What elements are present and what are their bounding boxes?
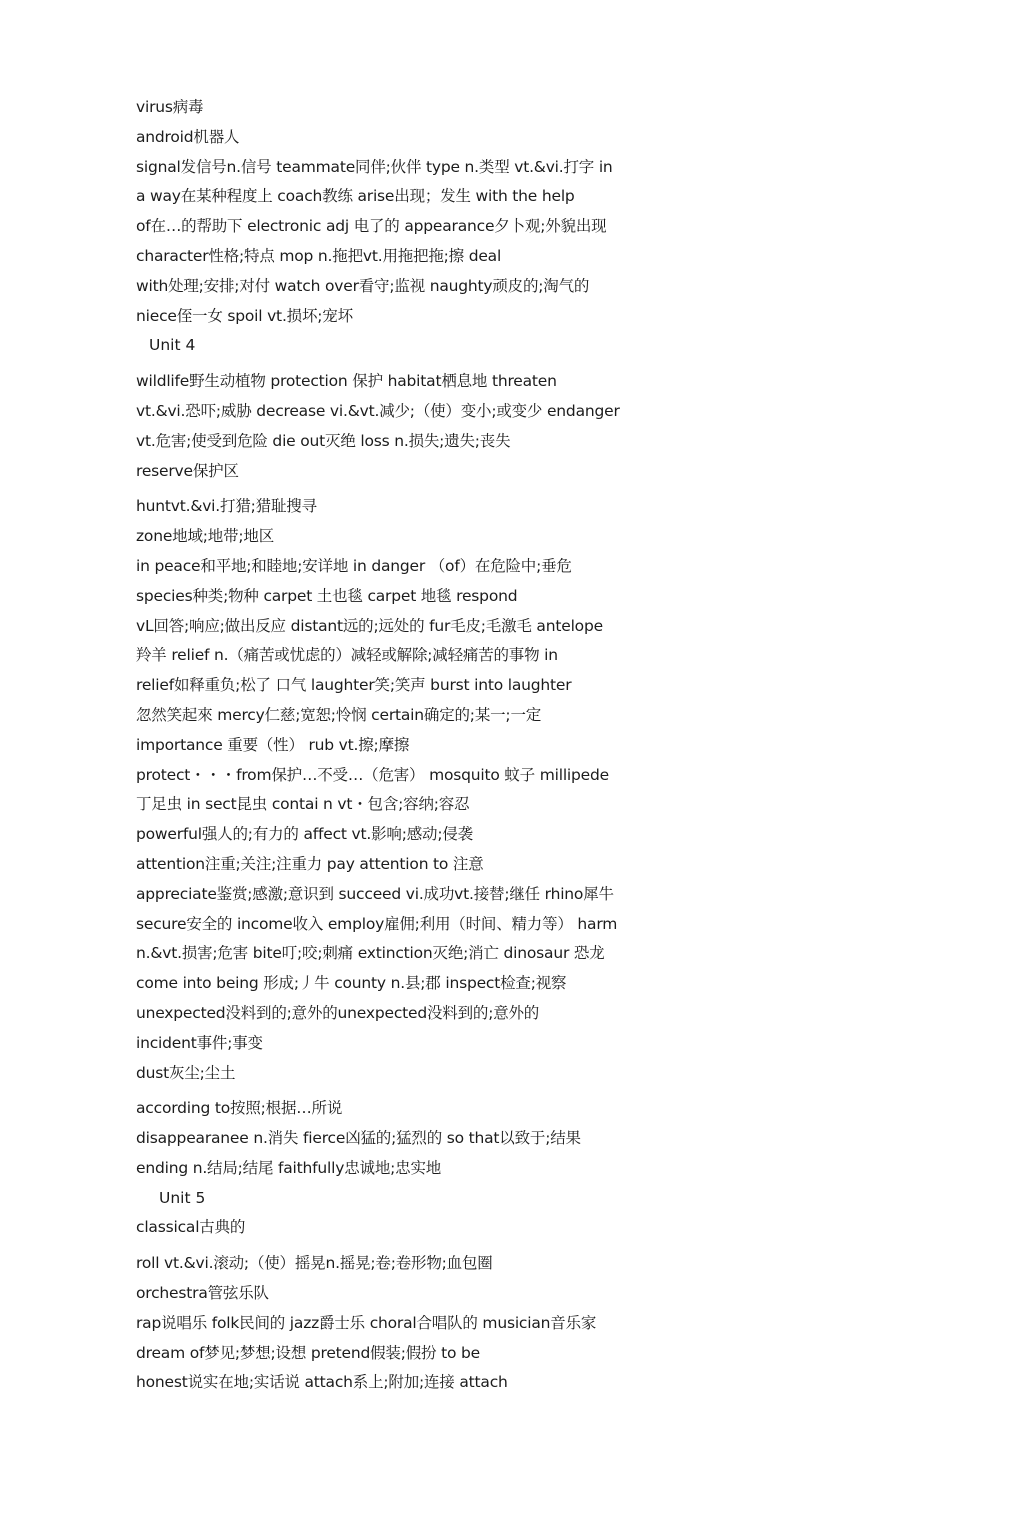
vocab-line: a way在某种程度上 coach教练 arise出现；发生 with the help (136, 187, 575, 206)
vocab-line: roll vt.&vi.滚动;（使）摇晃n.摇晃;卷;卷形物;血包圈 (136, 1254, 493, 1273)
vocab-line: appreciate鉴赏;感激;意识到 succeed vi.成功vt.接替;继任 rhino犀牛 (136, 884, 614, 903)
vocab-line: disappearanee n.消失 fierce凶猛的;猛烈的 so that以致于;结果 (136, 1129, 581, 1148)
vocab-line: niece侄一女 spoil vt.损坏;宠坏 (136, 306, 353, 325)
vocab-line: 忽然笑起來 mercy仁慈;宽恕;怜悯 certain确定的;某一;一定 (136, 705, 542, 724)
vocab-line: wildlife野生动植物 protection 保护 habitat栖息地 threaten (136, 372, 557, 391)
vocabulary-list (136, 93, 716, 1398)
vocab-line: 羚羊 relief n.（痛苦或忧虑的）减轻或解除;减轻痛苦的事物 in (136, 646, 558, 665)
vocab-line: signal发信号n.信号 teammate同伴;伙伴 type n.类型 vt.&vi.打字 in (136, 157, 613, 176)
vocab-line: n.&vt.损害;危害 bite叮;咬;刺痛 extinction灭绝;消亡 dinosaur 恐龙 (136, 944, 605, 963)
vocab-line: according to按照;根据…所说 (136, 1099, 343, 1118)
unit-5-heading: Unit 5 (159, 1188, 206, 1207)
vocab-line: importance 重要（性） rub vt.擦;摩擦 (136, 735, 410, 754)
vocab-line: vt.&vi.恐吓;威胁 decrease vi.&vt.减少;（使）变小;或变少 endanger (136, 401, 620, 420)
vocab-line: come into being 形成;丿牛 county n.县;郡 inspect检查;视察 (136, 974, 567, 993)
vocab-line: classical古典的 (136, 1218, 246, 1237)
vocab-line: orchestra管弦乐队 (136, 1284, 269, 1303)
vocab-line: secure安全的 income收入 employ雇佣;利用（时间、精力等） harm (136, 914, 618, 933)
vocab-line: huntvt.&vi.打猎;猎耻搜寻 (136, 497, 317, 516)
vocab-line: powerful强人的;有力的 affect vt.影响;感动;侵袭 (136, 825, 473, 844)
vocab-line: dust灰尘;尘土 (136, 1063, 236, 1082)
vocab-line: 丁足虫 in sect昆虫 contai n vt・包含;容纳;容忍 (136, 795, 470, 814)
vocab-line: zone地域;地带;地区 (136, 527, 275, 546)
vocab-line: attention注重;关注;注重力 pay attention to 注意 (136, 854, 484, 873)
vocab-line: vL回答;响应;做出反应 distant远的;远处的 fur毛皮;毛激毛 antelope (136, 616, 603, 635)
vocab-line: incident事件;事变 (136, 1033, 263, 1052)
unit-4-heading: Unit 4 (149, 336, 196, 355)
vocab-line: honest说实在地;实话说 attach系上;附加;连接 attach (136, 1373, 508, 1392)
vocab-line: reserve保护区 (136, 461, 239, 480)
vocab-line: character性格;特点 mop n.拖把vt.用拖把拖;擦 deal (136, 246, 502, 265)
vocab-line: with处理;安排;对付 watch over看守;监视 naughty顽皮的;淘气的 (136, 276, 590, 295)
vocab-line: protect・・・from保护…不受…（危害） mosquito 蚊子 millipede (136, 765, 609, 784)
vocab-line: virus病毒 (136, 98, 204, 116)
vocab-line: of在…的帮助下 electronic adj 电了的 appearance夕卜观;外貌出现 (136, 217, 607, 236)
vocab-line: rap说唱乐 folk民间的 jazz爵士乐 choral合唱队的 musician音乐家 (136, 1313, 597, 1332)
vocab-line: in peace和平地;和睦地;安详地 in danger （of）在危险中;垂危 (136, 556, 572, 575)
vocab-line: unexpected没料到的;意外的unexpected没料到的;意外的 (136, 1003, 540, 1022)
vocab-line: species种类;物种 carpet 土也毯 carpet 地毯 respond (136, 586, 518, 605)
vocab-line: android机器人 (136, 127, 240, 146)
vocab-line: ending n.结局;结尾 faithfully忠诚地;忠实地 (136, 1158, 442, 1177)
vocab-line: dream of梦见;梦想;设想 pretend假装;假扮 to be (136, 1343, 480, 1362)
vocab-line: vt.危害;使受到危险 die out灭绝 loss n.损失;遗失;丧失 (136, 431, 511, 450)
vocab-line: relief如释重负;松了 口气 laughter笑;笑声 burst into laughter (136, 676, 572, 695)
